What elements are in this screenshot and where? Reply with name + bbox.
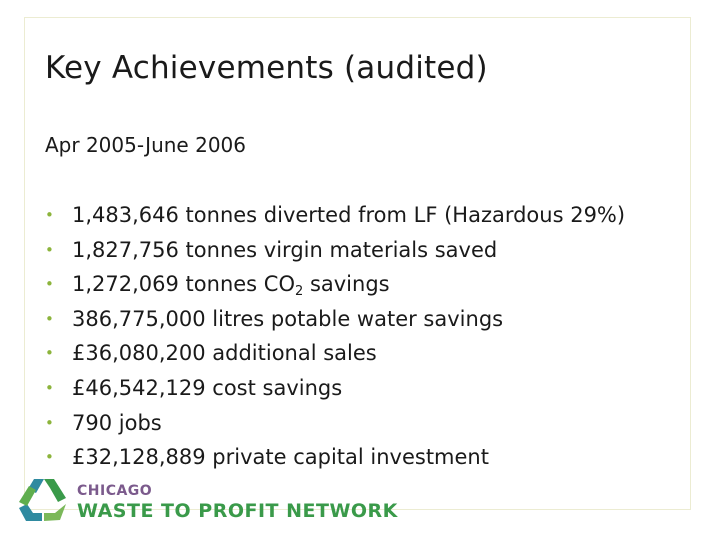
list-item-text: 1,272,069 tonnes CO: [72, 272, 295, 297]
bullet-icon: •: [45, 309, 54, 328]
list-item-text: 790 jobs: [72, 410, 162, 435]
bullet-icon: •: [45, 448, 54, 467]
list-item: [45, 267, 625, 302]
bullet-icon: •: [45, 240, 54, 259]
bullet-icon: •: [45, 378, 54, 397]
list-item: [45, 336, 625, 371]
bullet-icon: •: [45, 275, 54, 294]
bullet-icon: •: [45, 206, 54, 224]
recycling-arrows-icon: [14, 474, 74, 530]
subscript-two: 2: [294, 284, 304, 300]
network-logo: [14, 474, 398, 530]
list-item-text: 1,483,646 tonnes diverted from LF (Hazardous 29%): [72, 203, 626, 227]
list-item-text-tail: savings: [303, 272, 390, 297]
slide-title: Key Achievements (audited): [45, 50, 488, 86]
list-item: [45, 371, 625, 406]
list-item: [45, 233, 625, 268]
list-item-text: £36,080,200 additional sales: [72, 341, 377, 366]
list-item: [45, 302, 625, 337]
bullet-icon: •: [45, 344, 54, 363]
list-item: [45, 198, 625, 233]
list-item: [45, 440, 625, 475]
list-item-text: 386,775,000 litres potable water savings: [72, 306, 504, 331]
list-item: [45, 406, 625, 441]
list-item-text: £32,128,889 private capital investment: [72, 445, 489, 470]
logo-city-text: CHICAGO: [77, 483, 153, 499]
list-item-text: £46,542,129 cost savings: [72, 375, 343, 400]
bullet-icon: •: [45, 413, 54, 432]
list-item-text: 1,827,756 tonnes virgin materials saved: [72, 237, 498, 262]
achievements-list: [45, 198, 625, 475]
logo-network-text: WASTE TO PROFIT NETWORK: [77, 500, 398, 522]
slide-subtitle: Apr 2005-June 2006: [45, 133, 246, 157]
